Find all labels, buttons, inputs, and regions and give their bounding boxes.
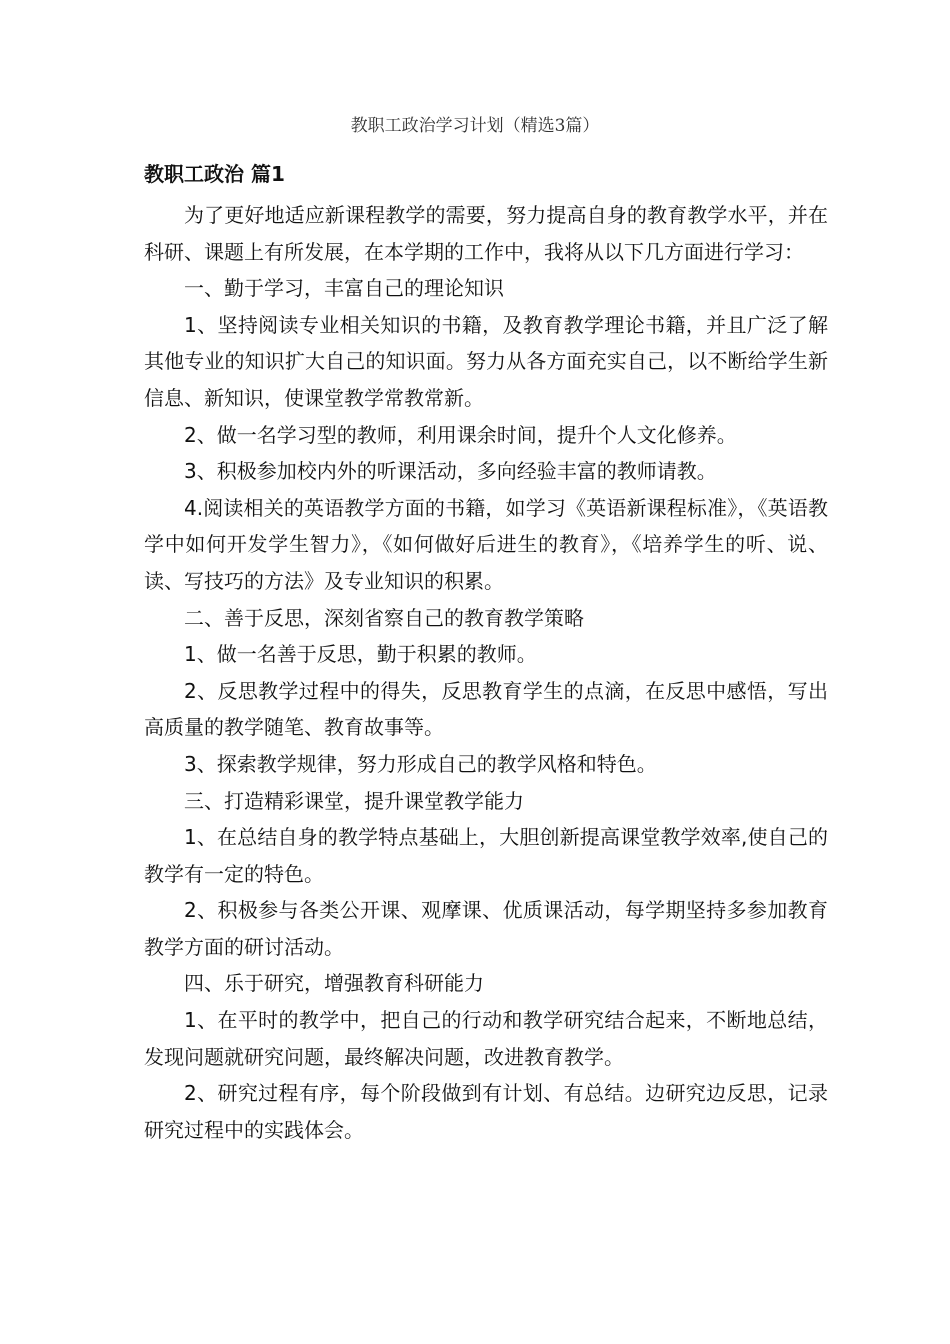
paragraph: 2、做一名学习型的教师，利用课余时间，提升个人文化修养。 [184,422,737,447]
paragraph: 4.阅读相关的英语教学方面的书籍，如学习《英语新课程标准》，《英语教学中如何开发学生智力》，《如何做好后进生的教育》，《培养学生的听、说、读、写技巧的方法》及专业知识的积累。 [144,495,828,593]
paragraph: 2、积极参与各类公开课、观摩课、优质课活动，每学期坚持多参加教育教学方面的研讨活动。 [144,898,828,959]
document-title: 教职工政治学习计划（精选3篇） [350,116,600,136]
paragraph: 1、在平时的教学中，把自己的行动和教学研究结合起来，不断地总结，发现问题就研究问题，最终解决问题，改进教育教学。 [144,1008,828,1069]
paragraph: 1、坚持阅读专业相关知识的书籍，及教育教学理论书籍，并且广泛了解其他专业的知识扩大自己的知识面。努力从各方面充实自己，以不断给学生新信息、新知识，使课堂教学常教常新。 [144,312,828,410]
paragraph: 3、探索教学规律，努力形成自己的教学风格和特色。 [184,751,657,776]
document-body [144,197,828,1148]
paragraph: 3、积极参加校内外的听课活动，多向经验丰富的教师请教。 [184,459,717,484]
heading-2: 二、善于反思，深刻省察自己的教育教学策略 [184,605,584,630]
paragraph: 2、研究过程有序，每个阶段做到有计划、有总结。边研究边反思，记录研究过程中的实践体会。 [144,1081,828,1142]
heading-1: 一、勤于学习，丰富自己的理论知识 [184,276,504,301]
heading-3: 三、打造精彩课堂，提升课堂教学能力 [184,788,524,813]
paragraph: 1、在总结自身的教学特点基础上，大胆创新提高课堂教学效率,使自己的教学有一定的特色。 [144,825,828,886]
heading-4: 四、乐于研究，增强教育科研能力 [184,971,484,996]
paragraph: 2、反思教学过程中的得失，反思教育学生的点滴，在反思中感悟，写出高质量的教学随笔、教育故事等。 [144,678,828,740]
section-heading: 教职工政治 篇1 [144,162,285,186]
paragraph: 1、做一名善于反思，勤于积累的教师。 [184,642,537,667]
paragraph-intro: 为了更好地适应新课程教学的需要，努力提高自身的教育教学水平，并在科研、课题上有所发展，在本学期的工作中，我将从以下几方面进行学习： [144,203,828,264]
